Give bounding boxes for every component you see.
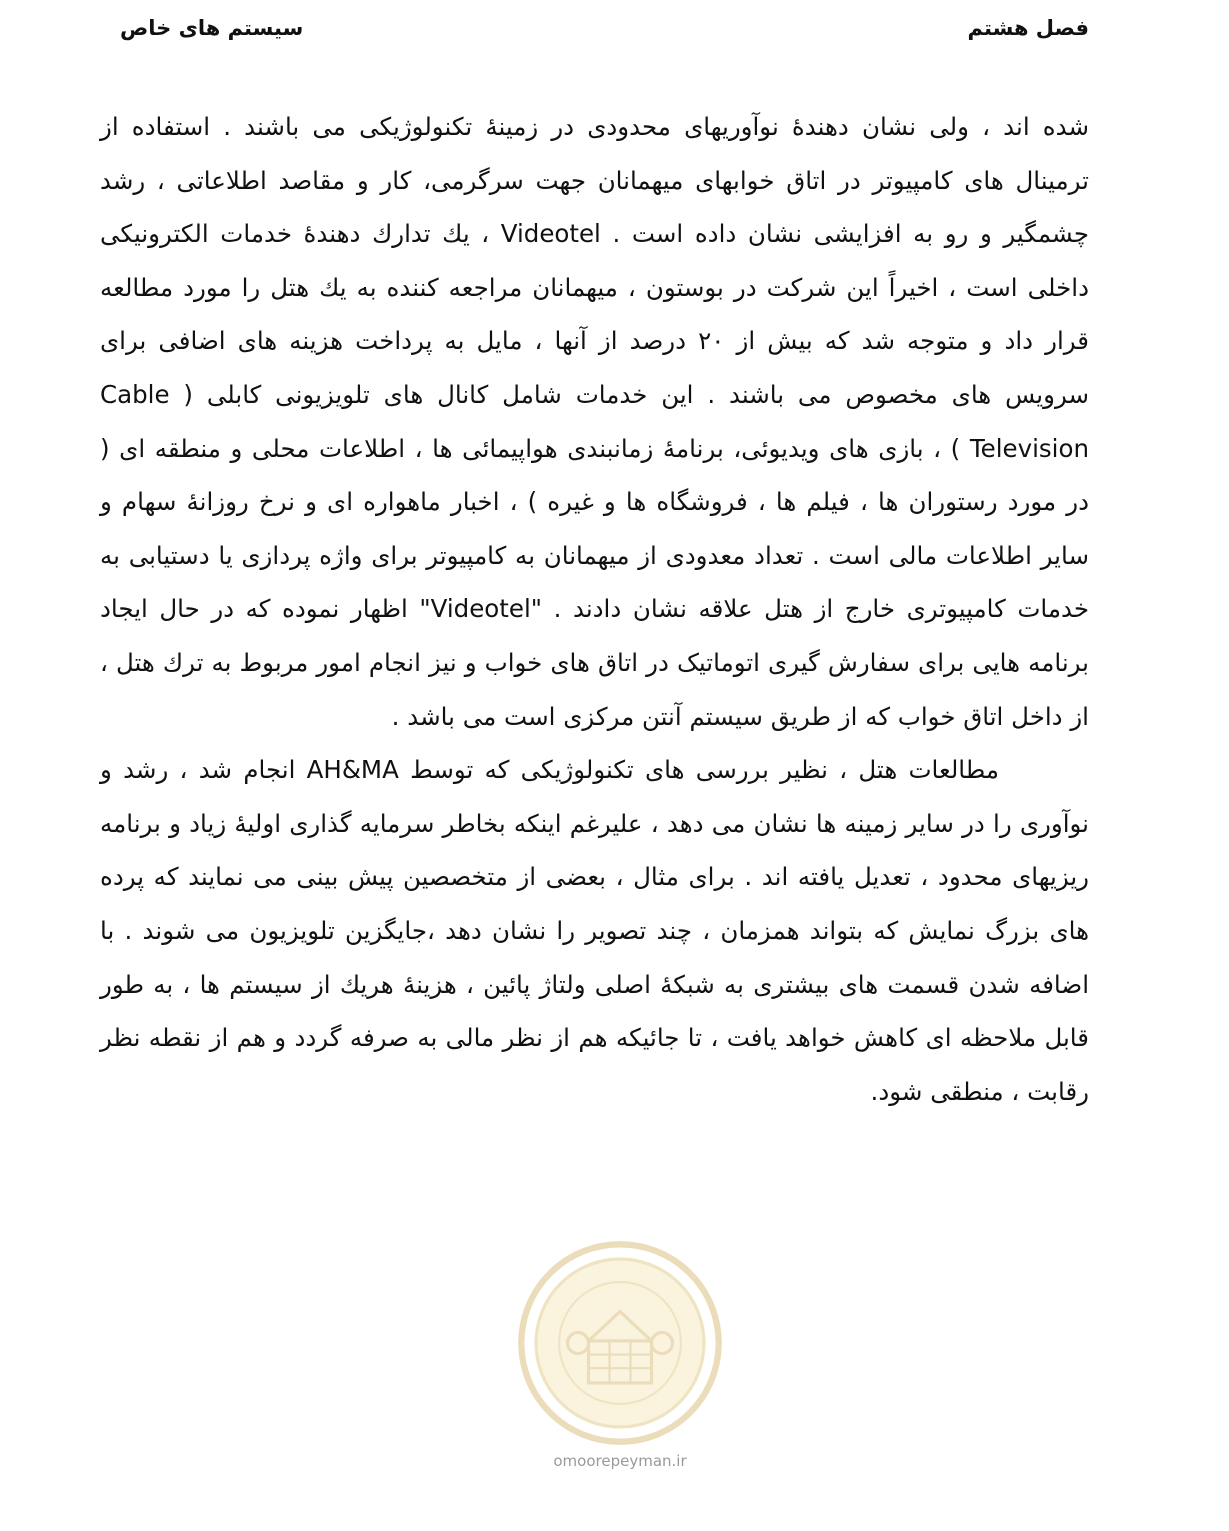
watermark-seal-icon bbox=[515, 1238, 725, 1448]
page-header bbox=[120, 8, 1089, 48]
paragraph-1: شده اند ، ولی نشان دهندهٔ نوآوریهای محدودی در زمینهٔ تکنولوژیکی می باشند . استفاده از ترمینال های کامپیوتر در اتاق خوابهای میهمانان جهت سرگرمی، کار و مقاصد اطلاعاتی ، رشد چشمگیر و رو به افزایشی نشان داده است . Videotel ، یك تدارك دهندهٔ خدمات الکترونیکی داخلی است ، اخیراً این شرکت در بوستون ، میهمانان مراجعه کننده به یك هتل را مورد مطالعه قرار داد و متوجه شد که بیش از ۲۰ درصد از آنها ، مایل به پرداخت هزینه های اضافی برای سرویس های مخصوص می باشند . این خدمات شامل کانال های تلویزیونی کابلی ( Cable Television ) ، بازی های ویدیوئی، برنامهٔ زمانبندی هواپیمائی ها ، اطلاعات محلی و منطقه ای ( در مورد رستوران ها ، فیلم ها ، فروشگاه ها و غیره ) ، اخبار ماهواره ای و نرخ روزانهٔ سهام و سایر اطلاعات مالی است . تعداد معدودی از میهمانان به کامپیوتر برای واژه پردازی یا دستیابی به خدمات کامپیوتری خارج از هتل علاقه نشان دادند . "Videotel" اظهار نموده که در حال ایجاد برنامه هایی برای سفارش گیری اتوماتیک در اتاق های خواب و نیز انجام امور مربوط به ترك هتل ، از داخل اتاق خواب که از طریق سیستم آنتن مرکزی است می باشد . bbox=[100, 112, 1090, 731]
body-text bbox=[100, 100, 1089, 1118]
watermark-url: omoorepeyman.ir bbox=[553, 1452, 687, 1470]
chapter-title: فصل هشتم bbox=[967, 16, 1089, 40]
paragraph-2: مطالعات هتل ، نظیر بررسی های تکنولوژیکی که توسط AH&MA انجام شد ، رشد و نوآوری را در سایر زمینه ها نشان می دهد ، علیرغم اینکه بخاطر سرمایه گذاری اولیهٔ زیاد و برنامه ریزیهای محدود ، تعدیل یافته اند . برای مثال ، بعضی از متخصصین پیش بینی می نمایند که پرده های بزرگ نمایش که بتواند همزمان ، چند تصویر را نشان دهد ،جایگزین تلویزیون می شوند . با اضافه شدن قسمت های بیشتری به شبکهٔ اصلی ولتاژ پائین ، هزینهٔ هریك از سیستم ها ، به طور قابل ملاحظه ای کاهش خواهد یافت ، تا جائیکه هم از نظر مالی به صرفه گردد و هم از نقطه نظر رقابت ، منطقی شود. bbox=[100, 755, 1089, 1106]
section-title: سیستم های خاص bbox=[120, 16, 304, 40]
